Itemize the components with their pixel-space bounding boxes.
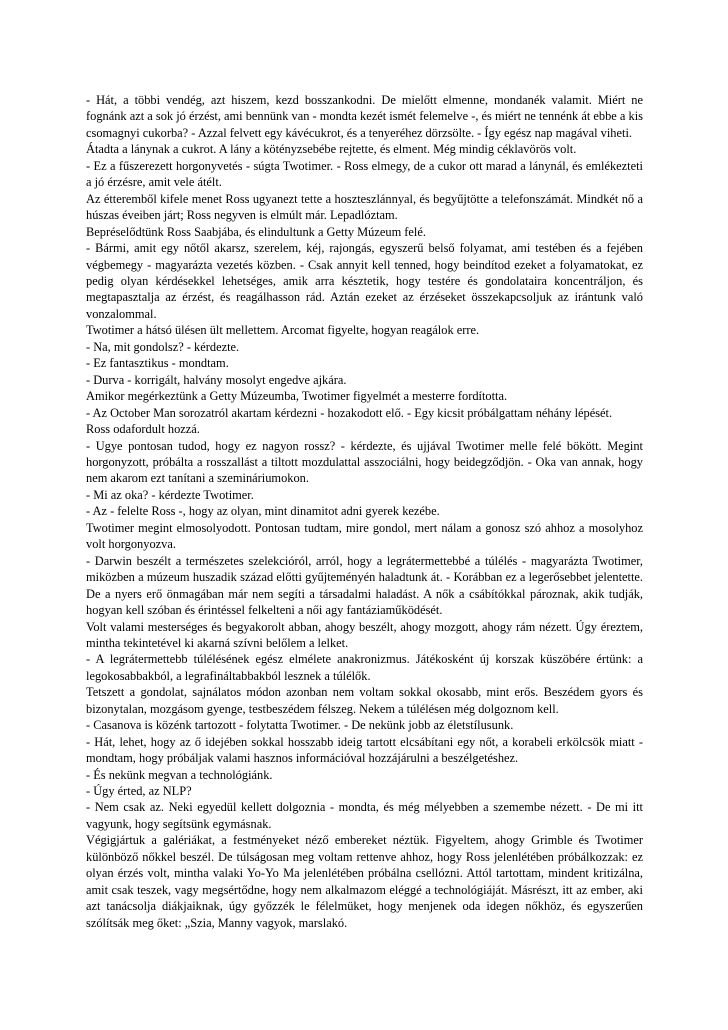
paragraph: - Ez a fűszerezett horgonyvetés - súgta Twotimer. - Ross elmegy, de a cukor ott marad a lánynál, és emlékezteti a jó érzésre, amit vele átélt. [86,158,643,190]
paragraph: - És nekünk megvan a technológiánk. [86,767,273,782]
paragraph: - Ez fantasztikus - mondtam. [86,356,229,371]
paragraph: Az étteremből kifele menet Ross ugyanezt tette a hoszteszlánnyal, és begyűjtötte a telefonszámát. Mindkét nő a húszas éveiben járt; Ross negyven is elmúlt már. Lepadlóztam. [86,191,643,223]
paragraph: - A legrátermettebb túlélésének egész elmélete anakronizmus. Játékosként új korszak küszöbére értünk: a legokosabbakból, a legrafináltabbakból lesznek a túlélők. [86,652,643,683]
paragraph: Ross odafordult hozzá. [86,422,200,437]
paragraph: - Bármi, amit egy nőtől akarsz, szerelem, kéj, rajongás, egyszerű belső folyamat, ami testében és a fejében végbemegy - magyarázta vezetés közben. - Csak annyit kell tenned, hogy beindítod ezeket a folyamatokat, ez pedig olyan kérdésekkel lehetséges, amik arra késztetik, hogy testére és gondolataira koncentráljon, és megtapasztalja az érzést, és reagálhasson rád. Aztán ezeket az érzéseket összekapcsoljuk az irántunk való vonzalommal. [86,241,643,321]
paragraph: - Hát, a többi vendég, azt hiszem, kezd bosszankodni. De mielőtt elmenne, mondanék valamit. Miért ne fognánk azt a sok jó érzést, ami bennünk van - mondta kezét ismét felemelve -, és miért ne tennénk át ebbe a kis csomagnyi cukorba? - Azzal felvett egy kávécukrot, és a tenyeréhez dörzsölte. - Így egész nap magával viheti. [86,93,643,140]
paragraph: Átadta a lánynak a cukrot. A lány a kötényzsebébe rejtette, és elment. Még mindig céklavörös volt. [86,142,577,157]
paragraph: Twotimer megint elmosolyodott. Pontosan tudtam, mire gondol, mert nálam a gonosz szó ahhoz a mosolyhoz volt horgonyozva. [86,520,643,552]
paragraph: - Ugye pontosan tudod, hogy ez nagyon rossz? - kérdezte, és ujjával Twotimer melle felé bökött. Megint horgonyzott, próbálta a rosszallást a tiltott mozdulattal asszociálni, hogy beidegződjön. - Oka van annak, hogy nem akarom ezt tanítani a szemináriumokon. [86,438,643,486]
paragraph: Végigjártuk a galériákat, a festményeket néző embereket néztük. Figyeltem, ahogy Grimble és Twotimer különböző nőkkel beszél. De túlságosan meg voltam rettenve ahhoz, hogy Ross jelenlétében próbálkozzak: ez olyan érzés volt, mintha valaki Yo-Yo Ma jelenlétében próbálna csellózni. Attól tartottam, mindent kritizálna, amit csak teszek, vagy megsértődne, hogy nem alkalmazom eléggé a technológiáját. Másrészt, itt az ember, aki azt tanácsolja diákjaiknak, úgy győzzék le félelmüket, hogy menjenek oda idegen nőkhöz, és egyszerűen szólítsák meg őket: „Szia, Manny vagyok, marslakó. [86,833,643,930]
paragraph: - Mi az oka? - kérdezte Twotimer. [86,487,254,502]
paragraph: Volt valami mesterséges és begyakorolt abban, ahogy beszélt, ahogy mozgott, ahogy rám nézett. Úgy éreztem, mintha tekintetével ki akarná szívni belőlem a lelket. [86,619,643,650]
paragraph: Twotimer a hátsó ülésen ült mellettem. Arcomat figyelte, hogyan reagálok erre. [86,323,480,338]
paragraph: Amikor megérkeztünk a Getty Múzeumba, Twotimer figyelmét a mesterre fordította. [86,389,508,404]
paragraph: - Az - felelte Ross -, hogy az olyan, mint dinamitot adni gyerek kezébe. [86,504,440,519]
paragraph: - Nem csak az. Neki egyedül kellett dolgoznia - mondta, és még mélyebben a szemembe nézett. - De mi itt vagyunk, hogy segítsünk egymásnak. [86,800,643,831]
paragraph: - Durva - korrigált, halvány mosolyt engedve ajkára. [86,372,347,387]
paragraph: - Hát, lehet, hogy az ő idejében sokkal hosszabb ideig tartott elcsábítani egy nőt, a korabeli erkölcsök miatt - mondtam, hogy próbáljak valami hasznos információval hozzájárulni a beszélgetéshez. [86,734,643,766]
paragraph: Bepréselődtünk Ross Saabjába, és elindultunk a Getty Múzeum felé. [86,224,426,239]
paragraph: - Úgy érted, az NLP? [86,784,192,799]
paragraph: - Darwin beszélt a természetes szelekcióról, arról, hogy a legrátermettebbé a túlélés - magyarázta Twotimer, miközben a múzeum huszadik század előtti gyűjteményén haladtunk át. - Korábban ez a legerősebbet jelentette. De a nyers erő önmagában már nem segíti a társadalmi haladást. A nők a csábítókkal pároznak, akik tudják, hogyan kell szóban és érintéssel felkelteni a női agy fantáziaműködését. [86,553,643,618]
paragraph: - Casanova is közénk tartozott - folytatta Twotimer. - De nekünk jobb az életstílusunk. [86,718,514,733]
paragraph: - Az October Man sorozatról akartam kérdezni - hozakodott elő. - Egy kicsit próbálgattam néhány lépését. [86,405,613,420]
paragraph: Tetszett a gondolat, sajnálatos módon azonban nem voltam sokkal okosabb, mint erős. Beszédem gyors és bizonytalan, mozgásom gyenge, testbeszédem félszeg. Nekem a túlélésen még dolgoznom kell. [86,685,643,716]
document-page [86,92,643,931]
paragraph: - Na, mit gondolsz? - kérdezte. [86,339,240,354]
